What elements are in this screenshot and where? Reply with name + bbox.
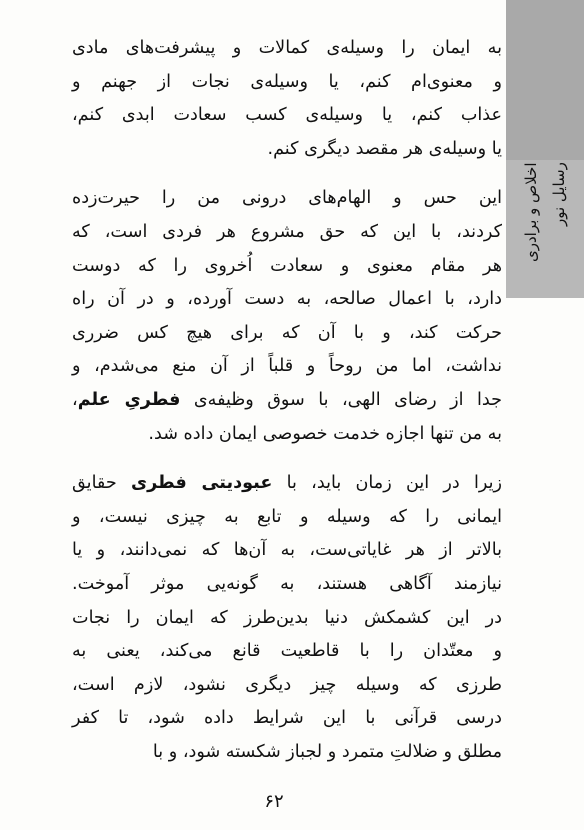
text-line [72,133,502,167]
text-line [72,283,502,317]
paragraph [72,467,502,769]
side-tab-shade [506,0,584,160]
text-line [72,418,502,452]
text-segment: حرکت کند، و با آن که برای هیچ کس ضرری [72,322,502,343]
text-line [72,501,502,535]
text-line [72,250,502,284]
text-line [72,568,502,602]
chapter-side-tab [506,0,584,298]
text-segment: کردند، با این که حق مشروع هر فردی است، که [72,221,502,242]
text-segment: جدا از رضای الهی، با سوق وظیفه‌ی [180,389,502,410]
book-title-label: رسایل نور [550,162,568,226]
body-text [72,32,502,785]
page-number: ۶۲ [264,791,284,812]
text-segment: و معنوی‌ام کنم، یا وسیله‌ی نجات از جهنم و [72,71,502,92]
text-line [72,32,502,66]
text-segment: عذاب کنم، یا وسیله‌ی کسب سعادت ابدی کنم، [72,105,502,126]
bold-phrase: عبودیتی فطری [130,473,273,494]
paragraph [72,182,502,451]
text-line [72,534,502,568]
text-segment: به ایمان را وسیله‌ی کمالات و پیشرفت‌های مادی [72,38,502,58]
text-line [72,317,502,351]
chapter-title-label: اخلاص و برادری [522,162,540,262]
text-segment: و معتّدان را با قاطعیت قانع می‌کند، یعنی به [72,641,502,662]
text-segment: زیرا در این زمان باید، با [272,473,502,494]
text-segment: نیازمند آگاهی هستند، به گونه‌یی موثر آموخت. [72,573,502,594]
text-line [72,602,502,636]
text-segment: ایمانی را که وسیله و تابع به چیزی نیست، و [72,506,502,527]
text-segment: حقایق [72,473,131,494]
text-line [72,350,502,384]
text-segment: مطلق و ضلالتِ متمرد و لجباز شکسته شود، و با [152,741,502,762]
text-line [72,635,502,669]
text-segment: نداشت، اما من روحاً و قلباً از آن منع می‌شدم، و [72,356,502,377]
text-line [72,182,502,216]
text-line [72,467,502,501]
text-line [72,669,502,703]
text-segment: این حس و الهام‌های درونی من را حیرت‌زده [72,188,502,209]
text-segment: یا وسیله‌ی هر مقصد دیگری کنم. [267,138,502,159]
side-tab-labels [506,162,584,296]
text-segment: هر مقام معنوی و سعادت اُخروی را که دوست [72,255,502,276]
text-segment: در این کشمکش دنیا بدین‌طرز که ایمان را نجات [72,607,502,628]
bold-phrase: فطریِ علم [77,389,181,410]
text-line [72,216,502,250]
text-line [72,736,502,770]
text-segment: دارد، با اعمال صالحه، به دست آورده، و در آن راه [72,289,502,310]
text-line [72,384,502,418]
text-line [72,66,502,100]
text-segment: درسی قرآنی با این شرایط داده شود، تا کفر [72,708,502,729]
text-segment: ، [72,389,78,410]
text-segment: بالاتر از هر غایاتی‌ست، به آن‌ها که نمی‌دانند، و یا [72,540,502,561]
text-line [72,702,502,736]
text-line [72,99,502,133]
paragraph [72,32,502,166]
text-segment: طرزی که وسیله چیز دیگری نشود، لازم است، [72,674,502,695]
text-segment: به من تنها اجازه خدمت خصوصی ایمان داده شد. [148,423,502,444]
